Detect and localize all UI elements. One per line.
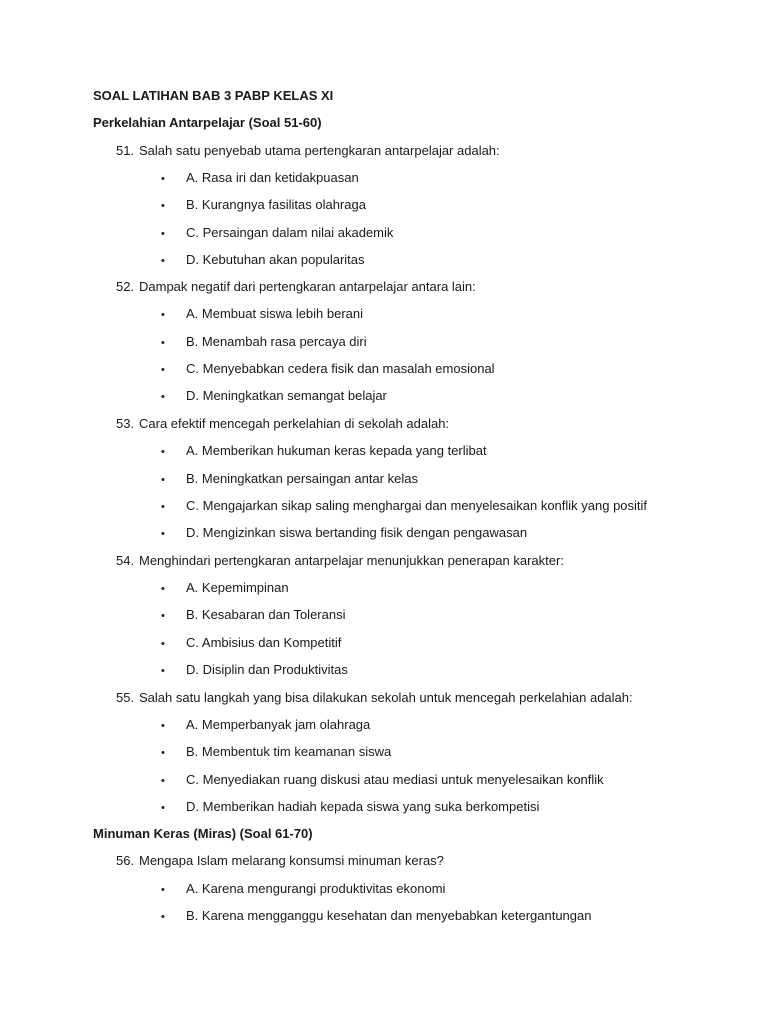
answer-option <box>161 744 391 761</box>
answer-option <box>161 717 370 734</box>
bullet-icon: • <box>161 884 165 896</box>
answer-option <box>161 635 341 652</box>
bullet-icon: • <box>161 665 165 677</box>
bullet-icon: • <box>161 610 165 622</box>
bullet-icon: • <box>161 501 165 513</box>
answer-option <box>161 170 359 187</box>
bullet-icon: • <box>161 337 165 349</box>
option-text: A. Memperbanyak jam olahraga <box>186 717 371 732</box>
option-text: A. Memberikan hukuman keras kepada yang terlibat <box>186 443 487 458</box>
option-text: C. Mengajarkan sikap saling menghargai dan menyelesaikan konflik yang positif <box>186 498 648 513</box>
answer-option <box>161 662 348 679</box>
bullet-icon: • <box>161 173 165 185</box>
answer-option <box>161 443 487 460</box>
question-number: 55. <box>116 690 135 705</box>
answer-option <box>161 306 363 323</box>
answer-option <box>161 197 366 214</box>
question-number: 51. <box>116 143 135 158</box>
question-number: 54. <box>116 553 135 568</box>
bullet-icon: • <box>161 775 165 787</box>
question-text: Menghindari pertengkaran antarpelajar menunjukkan penerapan karakter: <box>139 553 564 568</box>
question-text: Salah satu langkah yang bisa dilakukan sekolah untuk mencegah perkelahian adalah: <box>139 690 633 705</box>
question-52 <box>116 279 476 295</box>
answer-option <box>161 525 527 542</box>
bullet-icon: • <box>161 474 165 486</box>
bullet-icon: • <box>161 638 165 650</box>
answer-option <box>161 580 289 597</box>
bullet-icon: • <box>161 747 165 759</box>
question-53 <box>116 416 449 432</box>
answer-option <box>161 607 345 624</box>
option-text: A. Membuat siswa lebih berani <box>186 306 364 321</box>
answer-option <box>161 361 495 378</box>
bullet-icon: • <box>161 446 165 458</box>
option-text: B. Menambah rasa percaya diri <box>186 334 367 349</box>
question-text: Cara efektif mencegah perkelahian di sekolah adalah: <box>139 416 450 431</box>
option-text: A. Rasa iri dan ketidakpuasan <box>186 170 359 185</box>
bullet-icon: • <box>161 255 165 267</box>
bullet-icon: • <box>161 391 165 403</box>
option-text: B. Membentuk tim keamanan siswa <box>186 744 392 759</box>
question-51 <box>116 143 500 159</box>
section-heading: Perkelahian Antarpelajar (Soal 51-60) <box>93 115 322 130</box>
question-56 <box>116 853 444 869</box>
option-text: D. Disiplin dan Produktivitas <box>186 662 348 677</box>
option-text: B. Meningkatkan persaingan antar kelas <box>186 471 418 486</box>
bullet-icon: • <box>161 583 165 595</box>
bullet-icon: • <box>161 228 165 240</box>
question-text: Mengapa Islam melarang konsumsi minuman keras? <box>139 853 444 868</box>
option-text: D. Memberikan hadiah kepada siswa yang suka berkompetisi <box>186 799 540 814</box>
option-text: A. Kepemimpinan <box>186 580 289 595</box>
option-text: D. Meningkatkan semangat belajar <box>186 388 387 403</box>
answer-option <box>161 498 647 515</box>
section-heading: Minuman Keras (Miras) (Soal 61-70) <box>93 826 313 841</box>
bullet-icon: • <box>161 309 165 321</box>
answer-option <box>161 334 367 351</box>
bullet-icon: • <box>161 528 165 540</box>
option-text: B. Karena mengganggu kesehatan dan menyebabkan ketergantungan <box>186 908 592 923</box>
bullet-icon: • <box>161 364 165 376</box>
bullet-icon: • <box>161 911 165 923</box>
question-54 <box>116 553 564 569</box>
question-number: 52. <box>116 279 135 294</box>
option-text: B. Kesabaran dan Toleransi <box>186 607 346 622</box>
question-text: Dampak negatif dari pertengkaran antarpelajar antara lain: <box>139 279 476 294</box>
question-number: 56. <box>116 853 135 868</box>
answer-option <box>161 252 365 269</box>
answer-option <box>161 388 387 405</box>
answer-option <box>161 881 445 898</box>
question-number: 53. <box>116 416 135 431</box>
option-text: C. Persaingan dalam nilai akademik <box>186 225 394 240</box>
answer-option <box>161 225 393 242</box>
option-text: D. Mengizinkan siswa bertanding fisik dengan pengawasan <box>186 525 528 540</box>
option-text: C. Menyebabkan cedera fisik dan masalah emosional <box>186 361 495 376</box>
option-text: C. Menyediakan ruang diskusi atau mediasi untuk menyelesaikan konflik <box>186 772 604 787</box>
bullet-icon: • <box>161 802 165 814</box>
option-text: B. Kurangnya fasilitas olahraga <box>186 197 366 212</box>
question-text: Salah satu penyebab utama pertengkaran antarpelajar adalah: <box>139 143 500 158</box>
answer-option <box>161 799 539 816</box>
question-55 <box>116 690 633 706</box>
bullet-icon: • <box>161 200 165 212</box>
option-text: C. Ambisius dan Kompetitif <box>186 635 342 650</box>
answer-option <box>161 772 604 789</box>
answer-option <box>161 908 591 925</box>
answer-option <box>161 471 418 488</box>
option-text: D. Kebutuhan akan popularitas <box>186 252 365 267</box>
document-title: SOAL LATIHAN BAB 3 PABP KELAS XI <box>93 88 334 103</box>
bullet-icon: • <box>161 720 165 732</box>
option-text: A. Karena mengurangi produktivitas ekonomi <box>186 881 446 896</box>
